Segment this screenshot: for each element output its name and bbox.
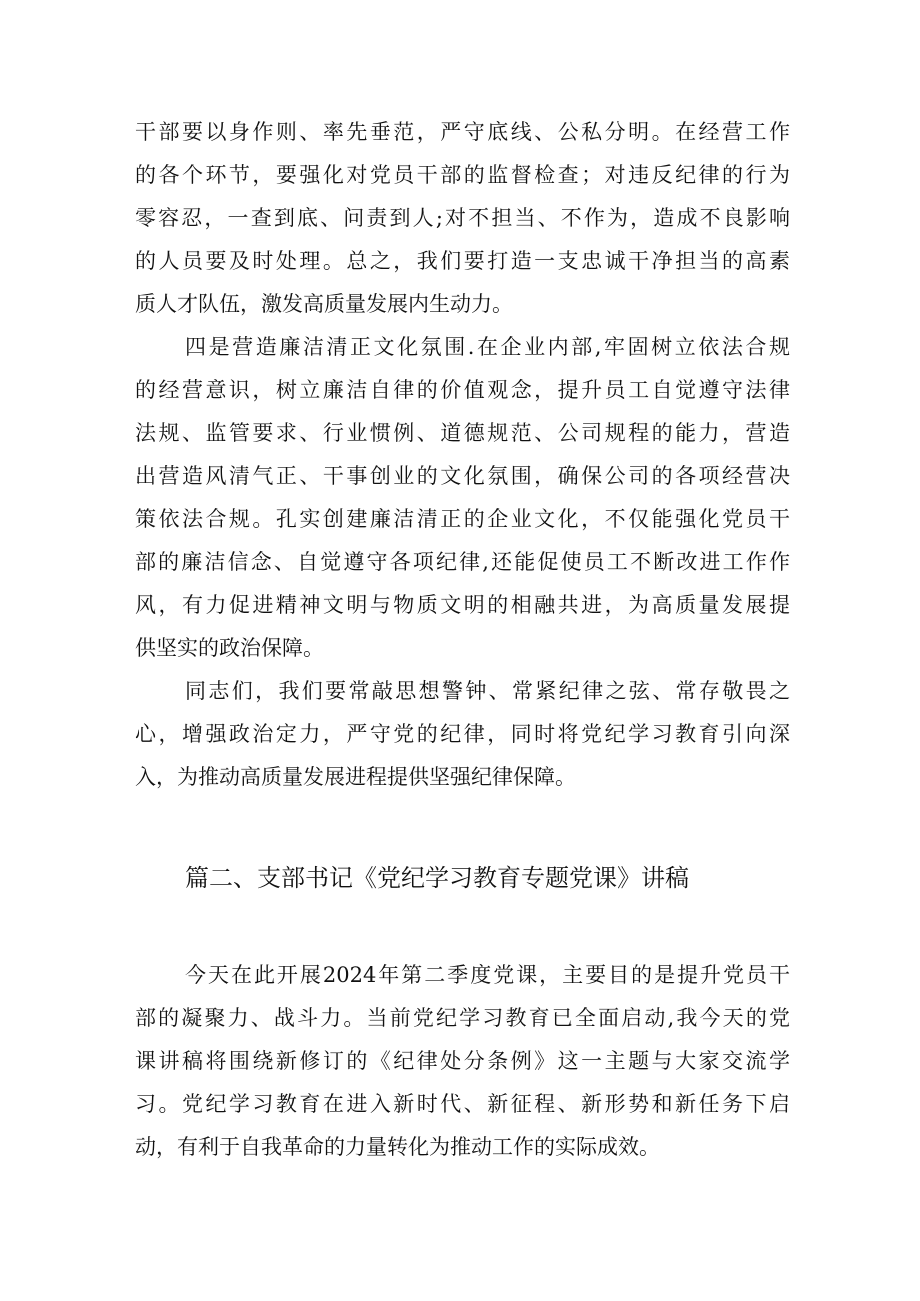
paragraph-line: 入，为推动高质量发展进程提供坚强纪律保障。 xyxy=(135,765,576,789)
paragraph-line: 法规、监管要求、行业惯例、道德规范、公司规程的能力，营造 xyxy=(135,421,790,445)
paragraph-line: 心，增强政治定力，严守党的纪律，同时将党纪学习教育引向深 xyxy=(135,722,790,746)
paragraph-line: 质人才队伍，激发高质量发展内生动力。 xyxy=(135,292,513,316)
paragraph-line: 的各个环节，要强化对党员干部的监督检查；对违反纪律的行为 xyxy=(135,163,790,187)
paragraph-line: 习。党纪学习教育在进入新时代、新征程、新形势和新任务下启 xyxy=(135,1092,790,1116)
paragraph-line: 策依法合规。孔实创建廉洁清正的企业文化，不仅能强化党员干 xyxy=(135,507,790,531)
paragraph-line: 四是营造廉洁清正文化氛围.在企业内部,牢固树立依法合规 xyxy=(185,335,790,359)
paragraph-line: 干部要以身作则、率先垂范，严守底线、公私分明。在经营工作 xyxy=(135,120,790,144)
paragraph-line: 课讲稿将围绕新修订的《纪律处分条例》这一主题与大家交流学 xyxy=(135,1049,790,1073)
paragraph-line: 同志们，我们要常敲思想警钟、常紧纪律之弦、常存敬畏之 xyxy=(185,679,790,703)
paragraph-line: 的人员要及时处理。总之，我们要打造一支忠诚干净担当的高素 xyxy=(135,249,790,273)
paragraph-line: 供坚实的政治保障。 xyxy=(135,636,324,660)
paragraph-line: 动，有利于自我革命的力量转化为推动工作的实际成效。 xyxy=(135,1135,660,1159)
paragraph-line: 今天在此开展2024年第二季度党课，主要目的是提升党员干 xyxy=(185,963,790,987)
paragraph-line: 的经营意识，树立廉洁自律的价值观念，提升员工自觉遵守法律 xyxy=(135,378,790,402)
paragraph-line: 风，有力促进精神文明与物质文明的相融共进，为高质量发展提 xyxy=(135,593,790,617)
paragraph-line: 出营造风清气正、干事创业的文化氛围，确保公司的各项经营决 xyxy=(135,464,790,488)
section-heading: 篇二、支部书记《党纪学习教育专题党课》讲稿 xyxy=(185,864,689,892)
paragraph-line: 零容忍，一查到底、问责到人;对不担当、不作为，造成不良影响 xyxy=(135,206,790,230)
paragraph-line: 部的凝聚力、战斗力。当前党纪学习教育已全面启动,我今天的党 xyxy=(135,1006,790,1030)
paragraph-line: 部的廉洁信念、自觉遵守各项纪律,还能促使员工不断改进工作作 xyxy=(135,550,790,574)
